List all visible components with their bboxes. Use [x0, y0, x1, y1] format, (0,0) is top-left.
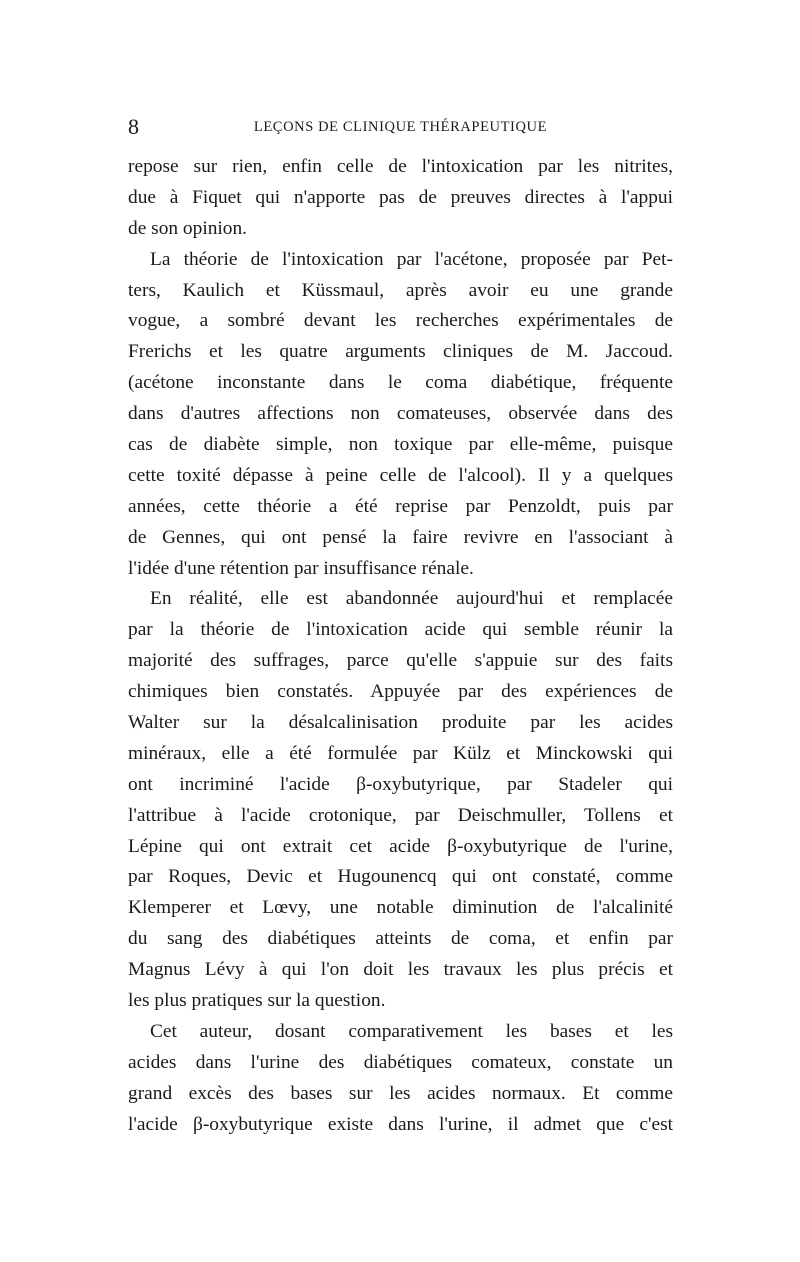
running-head: [128, 112, 673, 142]
text-line: l'idée d'une rétention par insuffisance rénale.: [128, 557, 474, 579]
text-line: Walter sur la désalcalinisation produite par les acides: [128, 712, 673, 734]
text-line: chimiques bien constatés. Appuyée par des expériences de: [128, 681, 673, 703]
text-line: La théorie de l'intoxication par l'acétone, proposée par Pet-: [150, 248, 673, 270]
text-line: grand excès des bases sur les acides normaux. Et comme: [128, 1082, 673, 1104]
text-line: majorité des suffrages, parce qu'elle s'appuie sur des faits: [128, 650, 673, 672]
text-line: (acétone inconstante dans le coma diabétique, fréquente: [128, 372, 673, 394]
text-line: dans d'autres affections non comateuses, observée dans des: [128, 403, 673, 425]
text-line: du sang des diabétiques atteints de coma, et enfin par: [128, 928, 673, 950]
body-text: [128, 152, 673, 1141]
text-line: repose sur rien, enfin celle de l'intoxication par les nitrites,: [128, 156, 673, 177]
text-line: cas de diabète simple, non toxique par elle-même, puisque: [128, 434, 673, 456]
page-number: 8: [128, 114, 139, 139]
text-line: de son opinion.: [128, 217, 248, 239]
text-line: minéraux, elle a été formulée par Külz et Minckowski qui: [128, 742, 673, 764]
text-line: l'acide β-oxybutyrique existe dans l'urine, il admet que c'est: [128, 1113, 673, 1135]
text-line: ont incriminé l'acide β-oxybutyrique, par Stadeler qui: [128, 773, 673, 795]
text-line: due à Fiquet qui n'apporte pas de preuves directes à l'appui: [128, 186, 673, 208]
text-line: Magnus Lévy à qui l'on doit les travaux les plus précis et: [128, 959, 673, 981]
text-line: par Roques, Devic et Hugounencq qui ont constaté, comme: [128, 866, 673, 888]
text-line: de Gennes, qui ont pensé la faire revivre en l'associant à: [128, 526, 673, 548]
text-line: Klemperer et Lœvy, une notable diminution de l'alcalinité: [128, 897, 673, 919]
text-line: Frerichs et les quatre arguments cliniques de M. Jaccoud.: [128, 341, 673, 363]
text-line: l'attribue à l'acide crotonique, par Deischmuller, Tollens et: [128, 804, 673, 826]
running-title: LEÇONS DE CLINIQUE THÉRAPEUTIQUE: [253, 119, 548, 135]
text-line: acides dans l'urine des diabétiques comateux, constate un: [128, 1051, 673, 1073]
text-line: par la théorie de l'intoxication acide qui semble réunir la: [128, 619, 673, 641]
text-line: cette toxité dépasse à peine celle de l'alcool). Il y a quelques: [128, 464, 673, 486]
text-line: Lépine qui ont extrait cet acide β-oxybutyrique de l'urine,: [128, 835, 673, 857]
text-line: ters, Kaulich et Küssmaul, après avoir eu une grande: [128, 279, 673, 301]
text-line: vogue, a sombré devant les recherches expérimentales de: [128, 310, 673, 332]
text-line: les plus pratiques sur la question.: [128, 990, 386, 1012]
text-line: En réalité, elle est abandonnée aujourd'hui et remplacée: [150, 588, 673, 610]
text-line: années, cette théorie a été reprise par Penzoldt, puis par: [128, 495, 673, 517]
text-line: Cet auteur, dosant comparativement les bases et les: [150, 1020, 673, 1042]
